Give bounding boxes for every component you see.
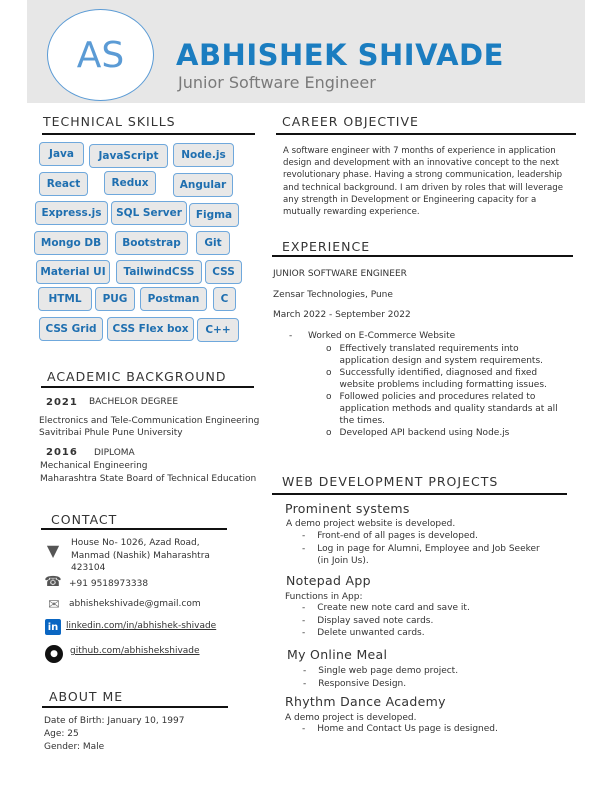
academic-heading: ACADEMIC BACKGROUND xyxy=(47,369,227,384)
contact-address xyxy=(71,537,210,575)
edu-year: 2016 xyxy=(46,447,78,458)
list-item: o Developed API backend using Node.js xyxy=(326,428,510,438)
skill-chip: CSS Flex box xyxy=(107,317,194,341)
divider xyxy=(272,255,573,257)
contact-email: abhishekshivade@gmail.com xyxy=(69,599,201,609)
list-item: - Log in page for Alumni, Employee and Job Seeker (in Join Us). xyxy=(302,543,552,568)
edu-degree: BACHELOR DEGREE xyxy=(89,397,179,407)
skill-chip: Figma xyxy=(189,203,239,227)
job-period: March 2022 - September 2022 xyxy=(273,310,411,320)
skill-chip: Material UI xyxy=(36,260,110,284)
contact-phone: +91 9518973338 xyxy=(69,579,149,589)
address-line: Manmad (Nashik) Maharashtra xyxy=(71,550,210,561)
list-item: - Single web page demo project. xyxy=(303,666,459,676)
list-item: - Home and Contact Us page is designed. xyxy=(302,724,498,734)
point-text: Effectively translated requirements into application design and system requirements. xyxy=(339,344,544,366)
edu-field: Mechanical Engineering xyxy=(40,461,148,471)
list-item: o Successfully identified, diagnosed and fixed website problems including formatting issues. xyxy=(326,367,562,391)
objective-text: A software engineer with 7 months of experience in application design and development with an innovative concept to the next revolutionary phase. Having a strong communication, leadership and technical background. I am driven by roles that will leverage any strength in Development or Engineering capacity for a mutually rewarding experience. xyxy=(283,146,563,218)
skill-chip: SQL Server xyxy=(111,201,187,225)
github-link[interactable]: github.com/abhishekshivade xyxy=(70,646,200,656)
divider xyxy=(41,386,254,388)
map-pin-icon: ▼ xyxy=(46,540,60,560)
job-dash: - xyxy=(289,331,293,341)
skill-chip: HTML xyxy=(38,287,92,311)
list-item: o Effectively translated requirements into application design and system requirements. xyxy=(326,343,562,367)
skills-heading: TECHNICAL SKILLS xyxy=(43,114,176,129)
initials: AS xyxy=(76,34,125,76)
list-item: - Create new note card and save it. xyxy=(302,603,470,613)
point-text: Front-end of all pages is developed. xyxy=(317,531,479,541)
candidate-name: ABHISHEK SHIVADE xyxy=(176,38,504,72)
project-title: Prominent systems xyxy=(285,501,410,516)
about-gender: Gender: Male xyxy=(44,742,105,752)
skill-chip: Postman xyxy=(140,287,207,311)
point-text: Log in page for Alumni, Employee and Job Seeker (in Join Us). xyxy=(317,543,540,566)
divider xyxy=(42,706,228,708)
candidate-title: Junior Software Engineer xyxy=(178,73,376,92)
project-intro: A demo project website is developed. xyxy=(286,519,456,529)
point-text: Followed policies and procedures related to application methods and quality standards at all the times. xyxy=(339,392,558,426)
divider xyxy=(41,528,227,530)
list-item: - Display saved note cards. xyxy=(302,615,434,626)
point-text: Home and Contact Us page is designed. xyxy=(317,724,498,734)
edu-school: Savitribai Phule Pune University xyxy=(39,428,183,438)
divider xyxy=(42,133,255,135)
point-text: Display saved note cards. xyxy=(317,615,434,626)
project-intro: A demo project is developed. xyxy=(285,713,417,723)
avatar-initials xyxy=(47,9,154,101)
skill-chip: CSS Grid xyxy=(39,317,103,341)
point-text: Responsive Design. xyxy=(318,678,407,689)
list-item: o Followed policies and procedures related to application methods and quality standards at all the times. xyxy=(326,391,562,427)
skill-chip: CSS xyxy=(205,260,242,284)
job-role: JUNIOR SOFTWARE ENGINEER xyxy=(273,269,407,279)
edu-school: Maharashtra State Board of Technical Education xyxy=(40,474,257,484)
project-points xyxy=(302,723,552,736)
contact-heading: CONTACT xyxy=(51,512,118,527)
skill-chip: Bootstrap xyxy=(115,231,188,255)
skill-chip: JavaScript xyxy=(89,144,168,168)
skill-chip: PUG xyxy=(95,287,135,311)
edu-degree: DIPLOMA xyxy=(94,448,135,458)
point-text: Create new note card and save it. xyxy=(317,603,470,613)
address-line: 423104 xyxy=(71,563,106,573)
mail-icon: ✉ xyxy=(48,597,60,613)
list-item: - Responsive Design. xyxy=(303,678,407,689)
point-text: Single web page demo project. xyxy=(318,666,459,676)
linkedin-icon: in xyxy=(45,619,61,635)
project-points xyxy=(302,602,552,640)
job-project: Worked on E-Commerce Website xyxy=(308,331,456,341)
edu-year: 2021 xyxy=(46,397,78,408)
point-text: Developed API backend using Node.js xyxy=(339,428,510,438)
linkedin-link[interactable]: linkedin.com/in/abhishek-shivade xyxy=(66,621,217,631)
skill-chip: Java xyxy=(39,142,84,166)
edu-field: Electronics and Tele-Communication Engineering xyxy=(39,416,260,426)
project-intro: Functions in App: xyxy=(285,592,363,602)
skill-chip: Angular xyxy=(173,173,233,197)
list-item: - Front-end of all pages is developed. xyxy=(302,531,479,541)
about-heading: ABOUT ME xyxy=(49,689,124,704)
project-title: My Online Meal xyxy=(287,647,388,662)
divider xyxy=(276,133,576,135)
divider xyxy=(272,493,567,495)
objective-heading: CAREER OBJECTIVE xyxy=(282,114,419,129)
list-item: - Delete unwanted cards. xyxy=(302,628,425,638)
skill-chip: Redux xyxy=(104,171,156,195)
project-title: Notepad App xyxy=(286,573,371,588)
project-points xyxy=(303,665,553,690)
projects-heading: WEB DEVELOPMENT PROJECTS xyxy=(282,474,499,489)
point-text: Delete unwanted cards. xyxy=(317,628,425,638)
job-company: Zensar Technologies, Pune xyxy=(273,290,393,300)
skill-chip: Mongo DB xyxy=(34,231,108,255)
about-age: Age: 25 xyxy=(44,729,79,739)
phone-icon: ☎ xyxy=(44,574,62,590)
point-text: Successfully identified, diagnosed and fixed website problems including formatting issues. xyxy=(339,368,547,390)
skill-chip: Git xyxy=(196,231,230,255)
skill-chip: Node.js xyxy=(173,143,234,167)
project-points xyxy=(302,530,552,568)
about-dob: Date of Birth: January 10, 1997 xyxy=(44,716,185,726)
skill-chip: C xyxy=(213,287,236,311)
github-icon: ● xyxy=(45,645,63,663)
project-title: Rhythm Dance Academy xyxy=(285,694,446,709)
experience-heading: EXPERIENCE xyxy=(282,239,371,254)
skill-chip: TailwindCSS xyxy=(116,260,202,284)
skill-chip: React xyxy=(39,172,88,196)
skill-chip: Express.js xyxy=(35,201,108,225)
address-line: House No- 1026, Azad Road, xyxy=(71,538,200,548)
job-points xyxy=(326,343,562,439)
skill-chip: C++ xyxy=(197,318,239,342)
